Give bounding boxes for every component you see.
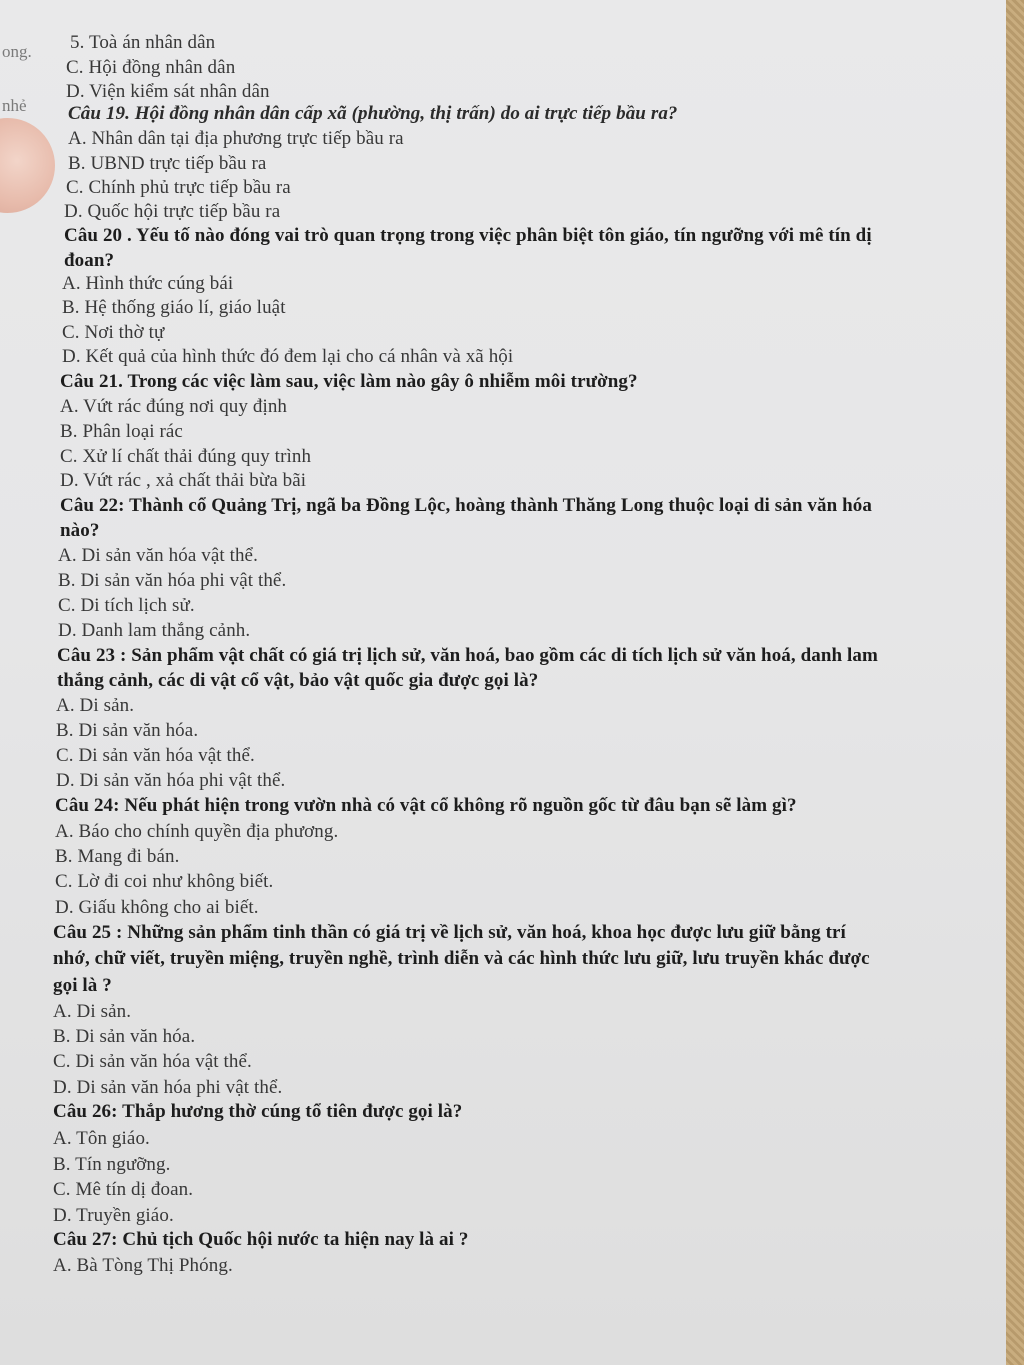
option-text: C. Lờ đi coi như không biết. [55, 871, 274, 892]
option-text: C. Xử lí chất thải đúng quy trình [60, 446, 312, 467]
option-text: D. Kết quả của hình thức đó đem lại cho cá nhân và xã hội [62, 346, 514, 367]
option-text: B. UBND trực tiếp bầu ra [68, 153, 267, 174]
margin-note: ong. [2, 42, 32, 61]
option-text: B. Di sản văn hóa phi vật thể. [58, 570, 287, 591]
table-edge [1006, 0, 1024, 1365]
option-text: D. Di sản văn hóa phi vật thể. [53, 1077, 283, 1098]
option-text: B. Mang đi bán. [55, 846, 180, 867]
thumb [0, 118, 55, 213]
option-text: D. Di sản văn hóa phi vật thể. [56, 770, 286, 791]
option-text: A. Hình thức cúng bái [62, 273, 234, 294]
question-25: Câu 25 : Những sản phẩm tinh thần có giá trị về lịch sử, văn hoá, khoa học được lưu giữ bằng trí [53, 922, 846, 943]
question-23: Câu 23 : Sản phẩm vật chất có giá trị lịch sử, văn hoá, bao gồm các di tích lịch sử văn hoá, danh lam [57, 645, 878, 666]
option-text: C. Di sản văn hóa vật thể. [56, 745, 255, 766]
option-text: B. Tín ngưỡng. [53, 1154, 171, 1175]
option-text: C. Mê tín dị đoan. [53, 1179, 194, 1200]
option-text: B. Phân loại rác [60, 421, 183, 442]
question-22-cont: nào? [60, 520, 100, 541]
option-text: A. Vứt rác đúng nơi quy định [60, 396, 288, 417]
option-text: C. Di sản văn hóa vật thể. [53, 1051, 252, 1072]
question-21: Câu 21. Trong các việc làm sau, việc làm nào gây ô nhiễm môi trường? [60, 371, 638, 392]
question-19: Câu 19. Hội đồng nhân dân cấp xã (phường, thị trấn) do ai trực tiếp bầu ra? [68, 103, 678, 124]
option-text: A. Báo cho chính quyền địa phương. [55, 821, 339, 842]
option-text: D. Truyền giáo. [53, 1205, 174, 1226]
option-text: C. Nơi thờ tự [62, 322, 165, 343]
option-text: A. Tôn giáo. [53, 1128, 150, 1149]
question-25-cont: gọi là ? [53, 975, 112, 996]
option-text: A. Di sản văn hóa vật thể. [58, 545, 258, 566]
question-26: Câu 26: Thắp hương thờ cúng tổ tiên được gọi là? [53, 1101, 463, 1122]
option-text: A. Di sản. [53, 1001, 132, 1022]
option-text: C. Chính phủ trực tiếp bầu ra [66, 177, 291, 198]
option-text: D. Danh lam thắng cảnh. [58, 620, 251, 641]
question-23-cont: thắng cảnh, các di vật cổ vật, bảo vật quốc gia được gọi là? [57, 670, 539, 691]
option-text: C. Di tích lịch sử. [58, 595, 195, 616]
question-20-cont: đoan? [64, 250, 115, 271]
margin-note: nhẻ [2, 96, 27, 115]
option-text: A. Di sản. [56, 695, 135, 716]
question-24: Câu 24: Nếu phát hiện trong vườn nhà có vật cổ không rõ nguồn gốc từ đâu bạn sẽ làm gì? [55, 795, 797, 816]
option-text: B. Hệ thống giáo lí, giáo luật [62, 297, 286, 318]
option-text: D. Quốc hội trực tiếp bầu ra [64, 201, 281, 222]
option-text: A. Bà Tòng Thị Phóng. [53, 1255, 233, 1276]
option-text: B. Di sản văn hóa. [53, 1026, 196, 1047]
question-27: Câu 27: Chủ tịch Quốc hội nước ta hiện nay là ai ? [53, 1229, 469, 1250]
option-text: D. Vứt rác , xả chất thải bừa bãi [60, 470, 307, 491]
question-25-cont: nhớ, chữ viết, truyền miệng, truyền nghề, trình diễn và các hình thức lưu giữ, lưu truyền khác được [53, 948, 870, 969]
option-text: C. Hội đồng nhân dân [66, 57, 236, 78]
option-text: B. Di sản văn hóa. [56, 720, 199, 741]
option-text: A. Nhân dân tại địa phương trực tiếp bầu ra [68, 128, 404, 149]
option-text: D. Viện kiểm sát nhân dân [66, 81, 270, 102]
question-22: Câu 22: Thành cổ Quảng Trị, ngã ba Đồng Lộc, hoàng thành Thăng Long thuộc loại di sản văn hóa [60, 495, 872, 516]
option-text: 5. Toà án nhân dân [70, 32, 216, 53]
question-20: Câu 20 . Yếu tố nào đóng vai trò quan trọng trong việc phân biệt tôn giáo, tín ngưỡng với mê tín dị [64, 225, 872, 246]
option-text: D. Giấu không cho ai biết. [55, 897, 259, 918]
